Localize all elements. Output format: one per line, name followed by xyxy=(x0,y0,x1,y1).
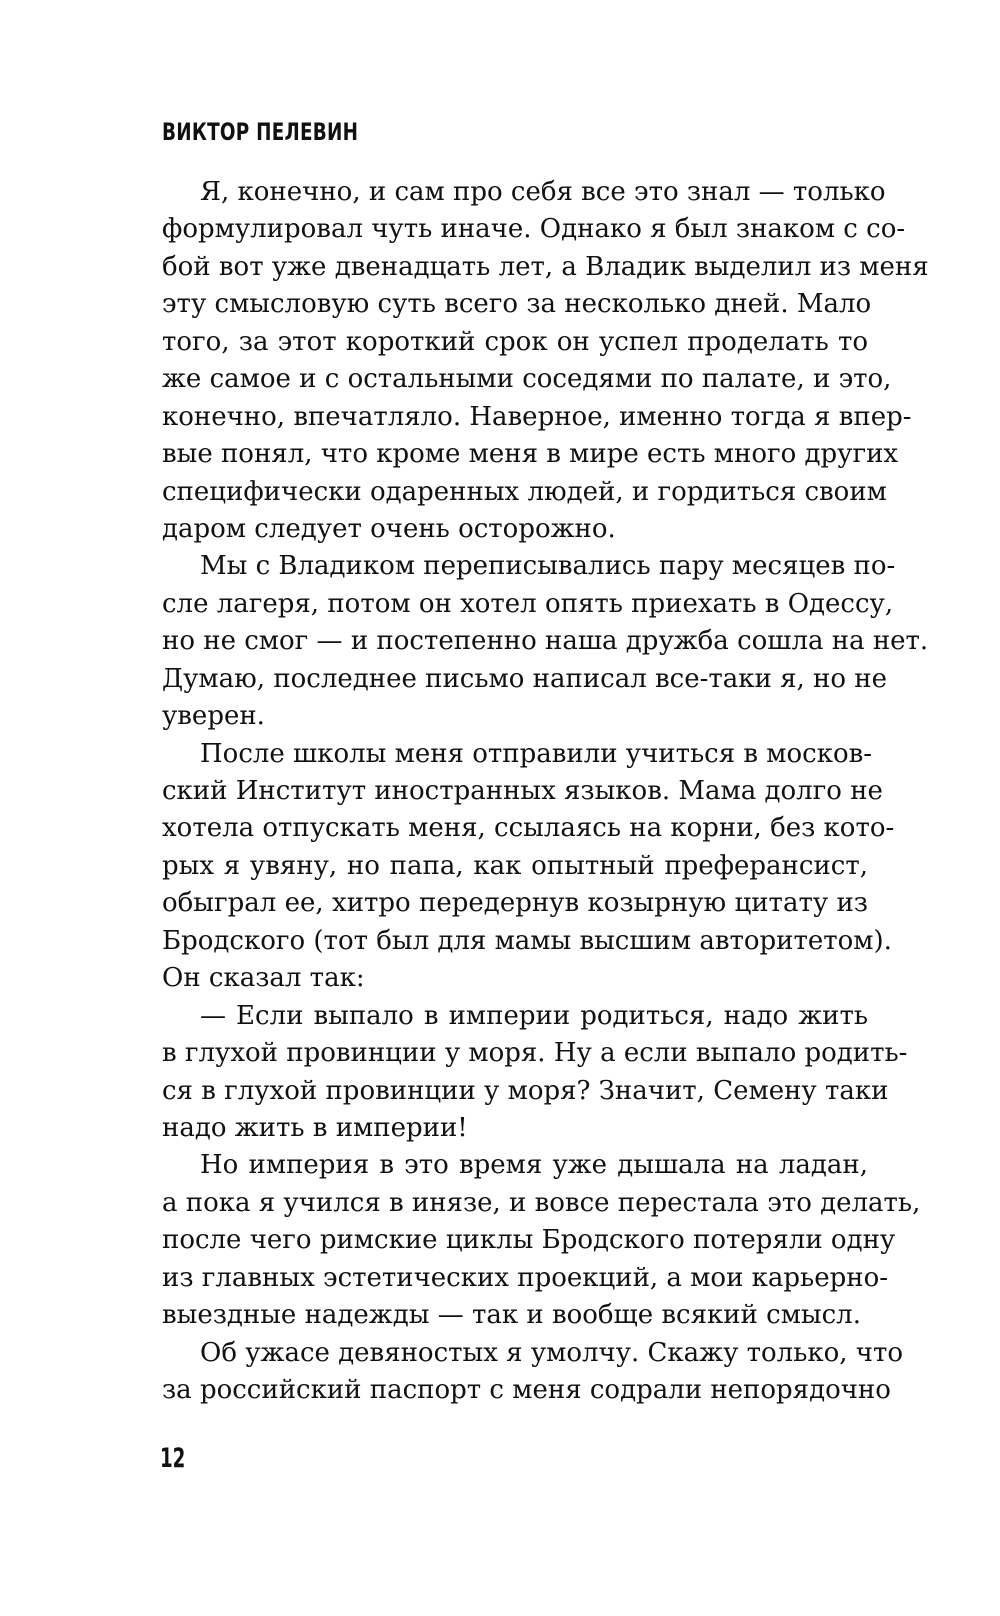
text-line: того, за этот короткий срок он успел проделать то xyxy=(162,326,868,357)
text-line: хотела отпускать меня, ссылаясь на корни, без кото- xyxy=(162,813,895,844)
text-line: рых я увяну, но папа, как опытный преферансист, xyxy=(162,850,868,881)
text-line: конечно, впечатляло. Наверное, именно тогда я впер- xyxy=(162,401,912,432)
text-line: вые понял, что кроме меня в мире есть много других xyxy=(162,439,899,470)
text-line: Мы с Владиком переписывались пару месяцев по- xyxy=(200,551,896,582)
text-line: эту смысловую суть всего за несколько дней. Мало xyxy=(162,289,872,320)
text-line: после чего римские циклы Бродского потеряли одну xyxy=(162,1225,896,1256)
text-line: уверен. xyxy=(162,701,265,732)
text-line: обыграл ее, хитро передернув козырную цитату из xyxy=(162,888,868,919)
text-line: а пока я учился в инязе, и вовсе перестала это делать, xyxy=(162,1187,921,1218)
text-line: надо жить в империи! xyxy=(162,1112,468,1143)
text-line: выездные надежды — так и вообще всякий смысл. xyxy=(162,1300,861,1331)
text-line: После школы меня отправили учиться в москов- xyxy=(200,738,873,769)
text-line: — Если выпало в империи родиться, надо жить xyxy=(200,1000,868,1031)
text-line: Я, конечно, и сам про себя все это знал — только xyxy=(200,177,886,207)
body-text xyxy=(162,174,929,1409)
text-line: Бродского (тот был для мамы высшим авторитетом). xyxy=(162,925,892,956)
text-line: ский Институт иностранных языков. Мама долго не xyxy=(162,776,883,806)
text-line: из главных эстетических проекций, а мои карьерно- xyxy=(162,1262,889,1293)
running-head-author: ВИКТОР ПЕЛЕВИН xyxy=(162,118,359,146)
text-line: специфически одаренных людей, и гордиться своим xyxy=(162,476,887,507)
text-line: Он сказал так: xyxy=(162,963,365,994)
text-line: бой вот уже двенадцать лет, а Владик выделил из меня xyxy=(162,251,929,282)
text-line: в глухой провинции у моря. Ну а если выпало родить- xyxy=(162,1038,908,1069)
text-line: формулировал чуть иначе. Однако я был знаком с со- xyxy=(162,214,906,245)
page-number: 12 xyxy=(160,1443,186,1474)
text-line: но не смог — и постепенно наша дружба сошла на нет. xyxy=(162,626,929,657)
text-line: Об ужасе девяностых я умолчу. Скажу только, что xyxy=(200,1337,904,1368)
text-line: Но империя в это время уже дышала на ладан, xyxy=(200,1150,868,1181)
text-line: Думаю, последнее письмо написал все-таки я, но не xyxy=(162,663,887,694)
text-line: за российский паспорт с меня содрали непорядочно xyxy=(162,1375,891,1405)
text-line: ся в глухой провинции у моря? Значит, Семену таки xyxy=(162,1075,889,1106)
text-line: даром следует очень осторожно. xyxy=(162,513,616,544)
text-line: же самое и с остальными соседями по палате, и это, xyxy=(162,364,892,395)
text-line: сле лагеря, потом он хотел опять приехать в Одессу, xyxy=(162,588,894,619)
